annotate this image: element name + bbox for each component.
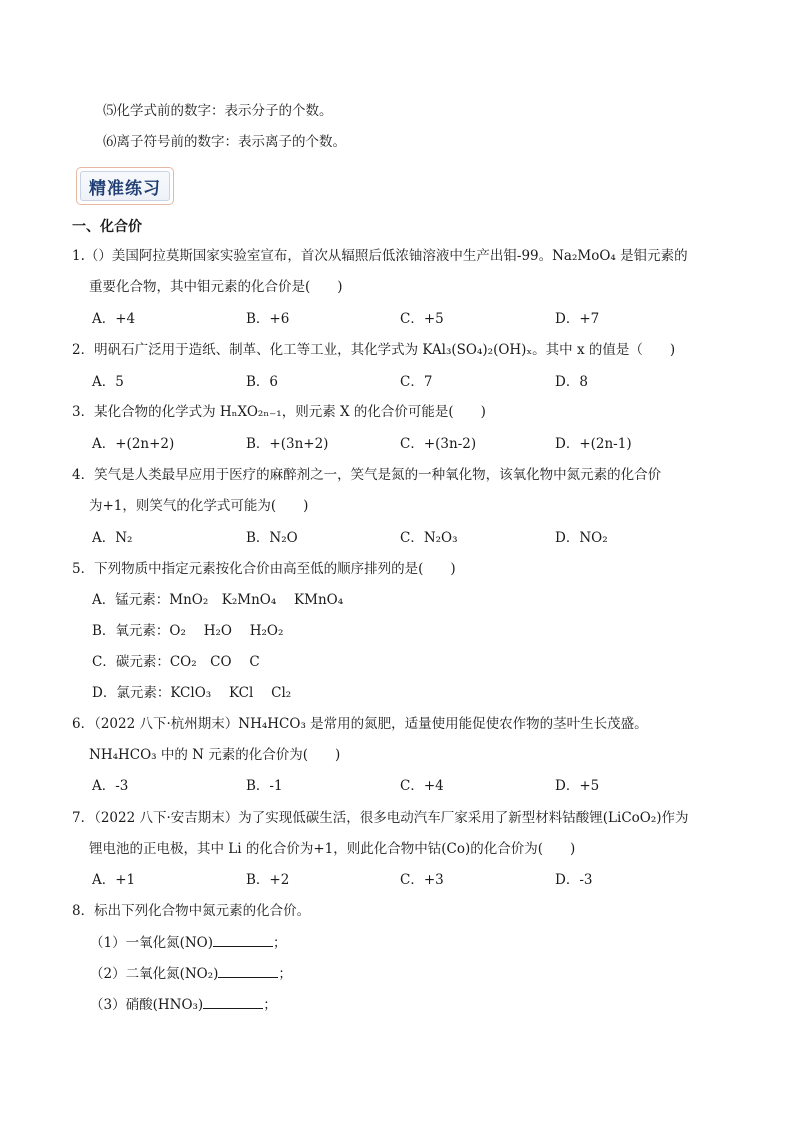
- q1-option-b: B．+6: [246, 311, 290, 327]
- q7-line-2: 锂电池的正电极，其中 Li 的化合价为+1，则此化合物中钴(Co)的化合价为( ): [89, 841, 576, 857]
- q4-option-c: C．N₂O₃: [400, 530, 458, 546]
- q2-option-c: C．7: [400, 374, 433, 390]
- q8-blank-1[interactable]: [213, 934, 273, 947]
- practice-badge-label: 精准练习: [80, 171, 170, 201]
- q3-option-d: D．+(2n-1): [555, 436, 632, 452]
- q8-blank-3[interactable]: [203, 996, 263, 1009]
- q4-option-a: A．N₂: [92, 530, 133, 546]
- q8-item-3-suffix: ；: [263, 997, 277, 1013]
- q4-option-d: D．NO₂: [555, 530, 608, 546]
- q8-line-1: 8．标出下列化合物中氮元素的化合价。: [72, 903, 311, 919]
- q3-line-1: 3．某化合物的化学式为 HₙXO₂ₙ₋₁，则元素 X 的化合价可能是( ): [72, 404, 486, 420]
- q6-option-c: C．+4: [400, 778, 444, 794]
- q1-line-1: 1.（）美国阿拉莫斯国家实验室宣布，首次从辐照后低浓铀溶液中生产出钼-99。Na₂MoO₄ 是钼元素的: [72, 248, 688, 264]
- q8-item-3: [90, 996, 277, 1014]
- q6-option-a: A．-3: [92, 778, 129, 794]
- section-title: 一、化合价: [72, 219, 142, 235]
- q7-option-b: B．+2: [246, 872, 290, 888]
- q1-option-a: A．+4: [92, 311, 136, 327]
- q3-option-b: B．+(3n+2): [246, 436, 329, 452]
- q5-option-a: A．锰元素：MnO₂ K₂MnO₄ KMnO₄: [92, 592, 344, 608]
- q6-line-1: 6．（2022 八下·杭州期末）NH₄HCO₃ 是常用的氮肥，适量使用能促使农作物的茎叶生长茂盛。: [72, 716, 648, 732]
- q8-item-1: [90, 934, 287, 952]
- q8-item-1-label: （1）一氧化氮(NO): [90, 935, 214, 951]
- q6-line-2: NH₄HCO₃ 中的 N 元素的化合价为( ): [89, 747, 341, 763]
- q5-option-b: B．氧元素：O₂ H₂O H₂O₂: [92, 623, 284, 639]
- q8-item-3-label: （3）硝酸(HNO₃): [90, 997, 204, 1013]
- q8-item-1-suffix: ；: [273, 935, 287, 951]
- intro-line-6: ⑹离子符号前的数字：表示离子的个数。: [103, 134, 346, 150]
- q7-option-c: C．+3: [400, 872, 444, 888]
- q1-option-c: C．+5: [400, 311, 444, 327]
- q8-blank-2[interactable]: [218, 965, 278, 978]
- q8-item-2-suffix: ；: [278, 966, 292, 982]
- q1-line-2: 重要化合物，其中钼元素的化合价是( ): [89, 279, 343, 295]
- q1-option-d: D．+7: [555, 311, 600, 327]
- q8-item-2: [90, 965, 292, 983]
- q2-option-a: A．5: [92, 374, 124, 390]
- q5-option-c: C．碳元素：CO₂ CO C: [92, 654, 260, 670]
- q7-option-a: A．+1: [92, 872, 136, 888]
- q2-option-b: B．6: [246, 374, 279, 390]
- q6-option-b: B．-1: [246, 778, 283, 794]
- intro-line-5: ⑸化学式前的数字：表示分子的个数。: [103, 103, 333, 119]
- q5-option-d: D．氯元素：KClO₃ KCl Cl₂: [92, 685, 292, 701]
- q3-option-a: A．+(2n+2): [92, 436, 175, 452]
- q5-line-1: 5．下列物质中指定元素按化合价由高至低的顺序排列的是( ): [72, 561, 456, 577]
- q4-line-2: 为+1，则笑气的化学式可能为( ): [89, 498, 309, 514]
- q3-option-c: C．+(3n-2): [400, 436, 477, 452]
- q4-option-b: B．N₂O: [246, 530, 298, 546]
- q7-line-1: 7．（2022 八下·安吉期末）为了实现低碳生活，很多电动汽车厂家采用了新型材料钴酸锂(LiCoO₂)作为: [72, 810, 689, 826]
- practice-badge: [76, 167, 174, 205]
- q8-item-2-label: （2）二氧化氮(NO₂): [90, 966, 219, 982]
- q2-line-1: 2．明矾石广泛用于造纸、制革、化工等工业，其化学式为 KAl₃(SO₄)₂(OH)ₓ。其中 x 的值是（ ): [72, 342, 676, 358]
- q2-option-d: D．8: [555, 374, 588, 390]
- q7-option-d: D．-3: [555, 872, 593, 888]
- q6-option-d: D．+5: [555, 778, 600, 794]
- q4-line-1: 4．笑气是人类最早应用于医疗的麻醉剂之一，笑气是氮的一种氧化物，该氧化物中氮元素的化合价: [72, 467, 662, 483]
